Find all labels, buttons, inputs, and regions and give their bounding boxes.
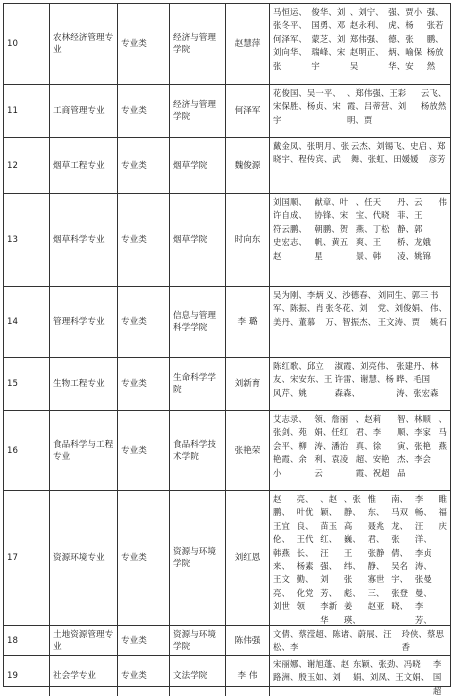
college-name: 文法学院 (170, 656, 226, 696)
team-leader: 何泽军 (226, 85, 270, 137)
college-name: 资源与环境学院 (170, 491, 226, 625)
team-leader: 魏俊源 (226, 138, 270, 193)
table-row (4, 4, 450, 85)
college-name: 生命科学学院 (170, 358, 226, 410)
major-name: 农林经济管理专业 (50, 4, 118, 84)
team-leader: 李 伟 (226, 656, 270, 696)
category: 专业类 (118, 194, 170, 286)
major-name: 管理科学专业 (50, 287, 118, 357)
major-name: 食品科学与工程专业 (50, 411, 118, 490)
major-name: 生物工程专业 (50, 358, 118, 410)
team-members: 陈红歌、邱立友、宋安东、王风芹、姚 淑霞、刘亮伟、许雷、谢慧、杨森森、 张建丹、林晔、毛国涛、张宏森 (273, 361, 439, 398)
row-number: 10 (4, 4, 50, 84)
team-leader: 陈伟强 (226, 626, 270, 655)
row-number: 19 (4, 656, 50, 696)
team-members: 戴金凤、张明月、张晓宇、程传宾、武 云杰、刘锡飞、史启舞、张虹、田媛媛 、郑彦芳 (273, 141, 446, 165)
category: 专业类 (118, 4, 170, 84)
major-name: 社会学专业 (50, 656, 118, 696)
category: 专业类 (118, 656, 170, 696)
category: 专业类 (118, 85, 170, 137)
category: 专业类 (118, 491, 170, 625)
category: 专业类 (118, 138, 170, 193)
table-row (4, 626, 450, 656)
team-leader: 张艳荣 (226, 411, 270, 490)
team-leader: 时向东 (226, 194, 270, 286)
table-row (4, 85, 450, 138)
major-name: 烟草工程专业 (50, 138, 118, 193)
college-name: 烟草学院 (170, 138, 226, 193)
team-members: 宋丽娜、谢旭蓬、赵路洲、殷玉如、刘 东颖、张劲、冯晓娟、刘凤、王文娟、 李国超 (273, 659, 442, 696)
team-members: 文倩、蔡滢超、陈诸、蔚展、汪松、李 玲侠、蔡思香 (273, 629, 444, 653)
table-row (4, 287, 450, 358)
team-leader: 赵慧萍 (226, 4, 270, 84)
team-members: 吴为刚、李炳军、陈振、肖美丹、董慕 义、沙德春、张冬花、刘万、智振杰、 刘同生、郭三党、刘俊娟、王文涛、贾 书伟、姚石 (273, 290, 447, 327)
table-row (4, 138, 450, 194)
category: 专业类 (118, 358, 170, 410)
row-number: 18 (4, 626, 50, 655)
team-leader: 刘新育 (226, 358, 270, 410)
row-number: 17 (4, 491, 50, 625)
row-number: 16 (4, 411, 50, 490)
table-row (4, 656, 450, 696)
row-number: 12 (4, 138, 50, 193)
row-number: 11 (4, 85, 50, 137)
table-row (4, 194, 450, 287)
college-name: 食品科学技术学院 (170, 411, 226, 490)
team-members: 刘国顺、许自成、符云鹏、史宏志、赵 献章、叶协锋、宋朝鹏、贺帆、黄五星 、任天宝、代晓燕、丁松爽、王景、韩 丹、云菲、王静、郭桥、龙娥凌、姚锦 伟 (273, 197, 447, 261)
table-row (4, 358, 450, 411)
college-name: 经济与管理学院 (170, 4, 226, 84)
college-name: 信息与管理科学学院 (170, 287, 226, 357)
college-name: 资源与环境学院 (170, 626, 226, 655)
college-name: 经济与管理学院 (170, 85, 226, 137)
team-members: 赵鹏、王宜伦、韩燕来、王文亮、刘世 亮、叶优良、王代长、杨素勤、化党领 、赵颖、苗玉红、汪强、刘芳、李新华 、张静、高巍、王纬、张彪、姜瑛、 惟东、聂兆君、张静静、寡世三、赵亚 南、马双龙、张倩、吴名宇、张登晓、 李畅、汪洋、李贞涛、张曼曼、李芳、 睢福庆 (273, 494, 447, 625)
row-number: 13 (4, 194, 50, 286)
table-row (4, 411, 450, 491)
major-name: 土地资源管理专业 (50, 626, 118, 655)
college-name: 烟草学院 (170, 194, 226, 286)
category: 专业类 (118, 626, 170, 655)
category: 专业类 (118, 411, 170, 490)
major-name: 资源环境专业 (50, 491, 118, 625)
major-name: 工商管理专业 (50, 85, 118, 137)
row-number: 15 (4, 358, 50, 410)
members-table (3, 3, 451, 696)
team-leader: 李 璐 (226, 287, 270, 357)
team-leader: 刘红恩 (226, 491, 270, 625)
row-number: 14 (4, 287, 50, 357)
team-members: 艾志录、张剑、苑会平、柳艳霞、余小 领、詹丽娟、任红涛、潘治利、袁凌云 、赵莉君、李真、徐超、安艳霞、祝超 智、林顺顺、李家寅、张艳杰、李会品 、马燕 (273, 414, 447, 478)
category: 专业类 (118, 287, 170, 357)
team-members: 马恒运、张冬平、何泽军、刘向华、张 俊华、刘国勇、邓蒙芝、刘瑞峰、宋宇 、刘宁、赵永利、郑伟强、赵明正、吴 强、贾小虎、杨德、张炳、喻保华、安 强、张若鹏、杨放然 (273, 7, 444, 71)
table-row (4, 491, 450, 626)
team-members: 花俊国、吴一平、宋保胜、杨贞、宋宇 、郑伟强、王彩霞、吕蒂营、刘明、贾 云飞、杨放然 (273, 88, 447, 125)
major-name: 烟草科学专业 (50, 194, 118, 286)
